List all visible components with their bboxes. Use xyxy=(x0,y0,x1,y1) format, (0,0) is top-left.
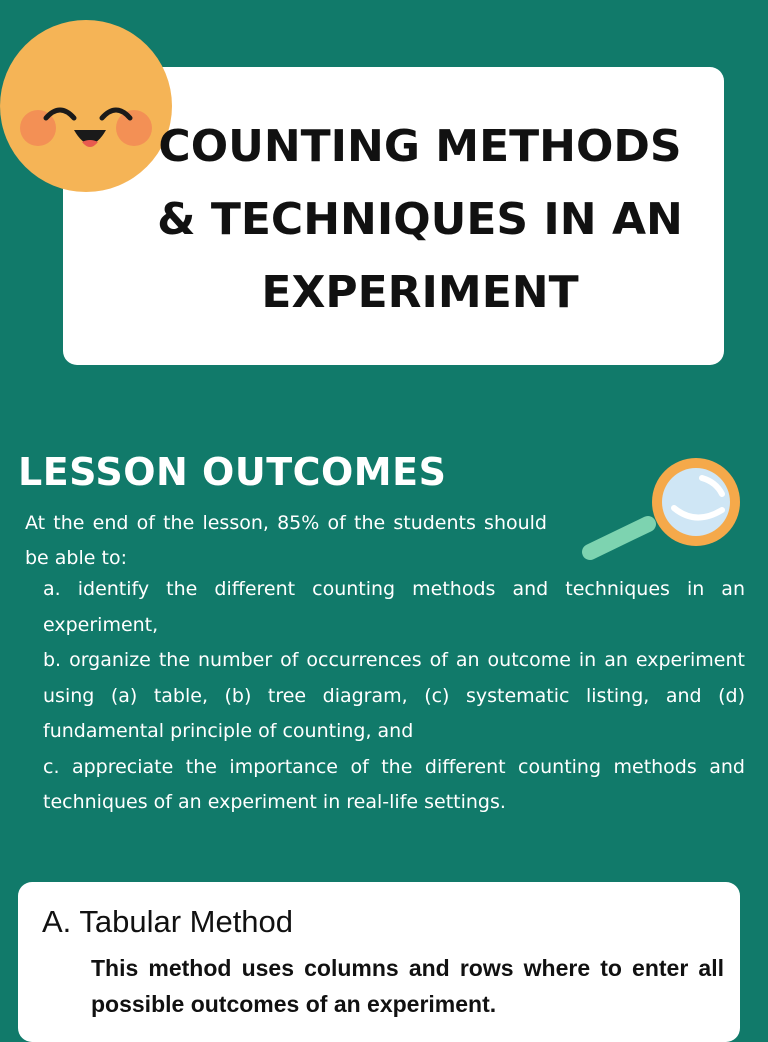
title-line: COUNTING METHODS xyxy=(158,121,682,172)
title-line: & TECHNIQUES IN AN xyxy=(157,194,683,245)
outcome-item: b. organize the number of occurrences of an outcome in an experiment using (a) table, (b) tree diagram, (c) systematic listing, and (d) fundamental principle of counting, and xyxy=(43,649,745,742)
lesson-outcomes-heading: LESSON OUTCOMES xyxy=(18,450,447,494)
outcomes-intro: At the end of the lesson, 85% of the students should be able to: xyxy=(25,512,547,569)
method-title: A. Tabular Method xyxy=(42,904,294,939)
outcome-item: a. identify the different counting methods and techniques in an experiment, xyxy=(43,578,745,636)
outcome-list xyxy=(43,572,745,821)
page-title xyxy=(100,110,740,329)
title-line: EXPERIMENT xyxy=(261,267,579,318)
magnifying-glass-icon xyxy=(578,448,750,568)
method-description: This method uses columns and rows where to enter all possible outcomes of an experiment. xyxy=(91,955,724,1017)
outcome-item: c. appreciate the importance of the different counting methods and techniques of an experiment in real-life settings. xyxy=(43,755,745,813)
